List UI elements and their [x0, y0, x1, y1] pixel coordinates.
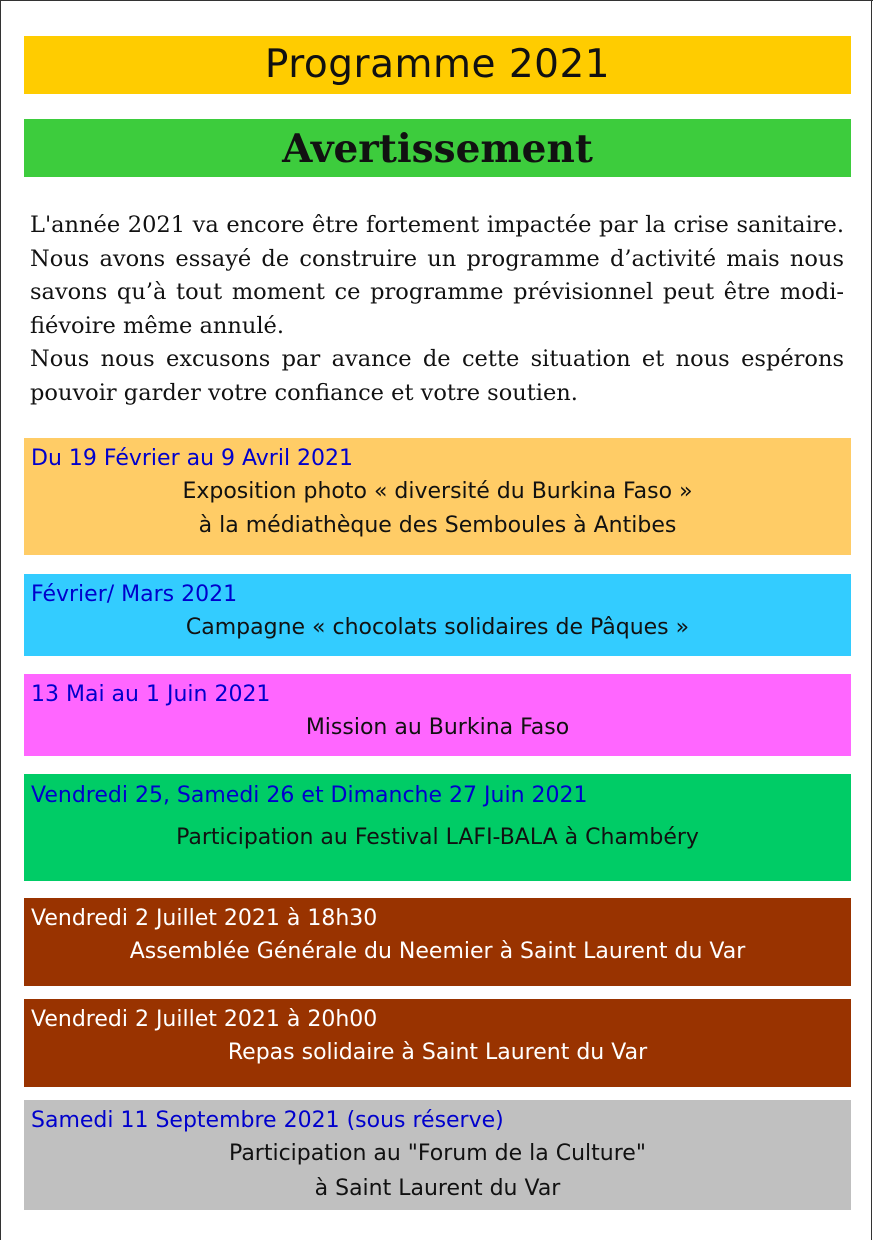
page-border-right [871, 0, 872, 1240]
event-date: Vendredi 2 Juillet 2021 à 20h00 [31, 1007, 378, 1032]
event-forum-culture [24, 1100, 851, 1210]
event-exposition-photo [24, 438, 851, 555]
intro-line: L'année 2021 va encore être fortement impactée par la crise sanitaire. [30, 212, 844, 238]
intro-line: savons qu’à tout moment ce programme prévisionnel peut être modi- [30, 279, 844, 305]
event-festival-lafi-bala [24, 774, 851, 881]
event-date: Du 19 Février au 9 Avril 2021 [31, 446, 354, 471]
warning-heading: Avertissement [282, 126, 593, 172]
event-repas-solidaire [24, 999, 851, 1087]
event-description: à Saint Laurent du Var [314, 1176, 561, 1201]
intro-line: Nous nous excusons par avance de cette situation et nous espérons [30, 346, 844, 372]
intro-line: Nous avons essayé de construire un programme d’activité mais nous [30, 245, 844, 272]
event-date: Vendredi 25, Samedi 26 et Dimanche 27 Juin 2021 [31, 783, 588, 808]
event-date: Février/ Mars 2021 [31, 582, 238, 607]
intro-line: pouvoir garder votre confiance et votre soutien. [30, 379, 578, 406]
event-description: Participation au "Forum de la Culture" [229, 1141, 646, 1166]
event-description: Assemblée Générale du Neemier à Saint Laurent du Var [129, 939, 746, 964]
event-description: Exposition photo « diversité du Burkina Faso » [182, 479, 693, 504]
event-date: Samedi 11 Septembre 2021 (sous réserve) [31, 1108, 504, 1133]
event-date: 13 Mai au 1 Juin 2021 [31, 682, 271, 707]
event-date: Vendredi 2 Juillet 2021 à 18h30 [31, 906, 378, 931]
page-border-left [0, 0, 1, 1240]
event-description: à la médiathèque des Semboules à Antibes [198, 513, 677, 538]
warning-banner [24, 119, 851, 177]
event-assemblee-generale [24, 898, 851, 986]
event-chocolats-campaign [24, 574, 851, 656]
event-description: Mission au Burkina Faso [305, 715, 570, 740]
page-title: Programme 2021 [264, 42, 611, 87]
intro-line: fiévoire même annulé. [30, 312, 285, 339]
event-mission-burkina [24, 674, 851, 756]
title-banner [24, 36, 851, 94]
event-description: Repas solidaire à Saint Laurent du Var [227, 1040, 648, 1065]
event-description: Participation au Festival LAFI-BALA à Chambéry [176, 825, 699, 850]
page-border-top [0, 0, 873, 1]
intro-paragraph [30, 209, 844, 410]
event-description: Campagne « chocolats solidaires de Pâques » [185, 615, 690, 640]
